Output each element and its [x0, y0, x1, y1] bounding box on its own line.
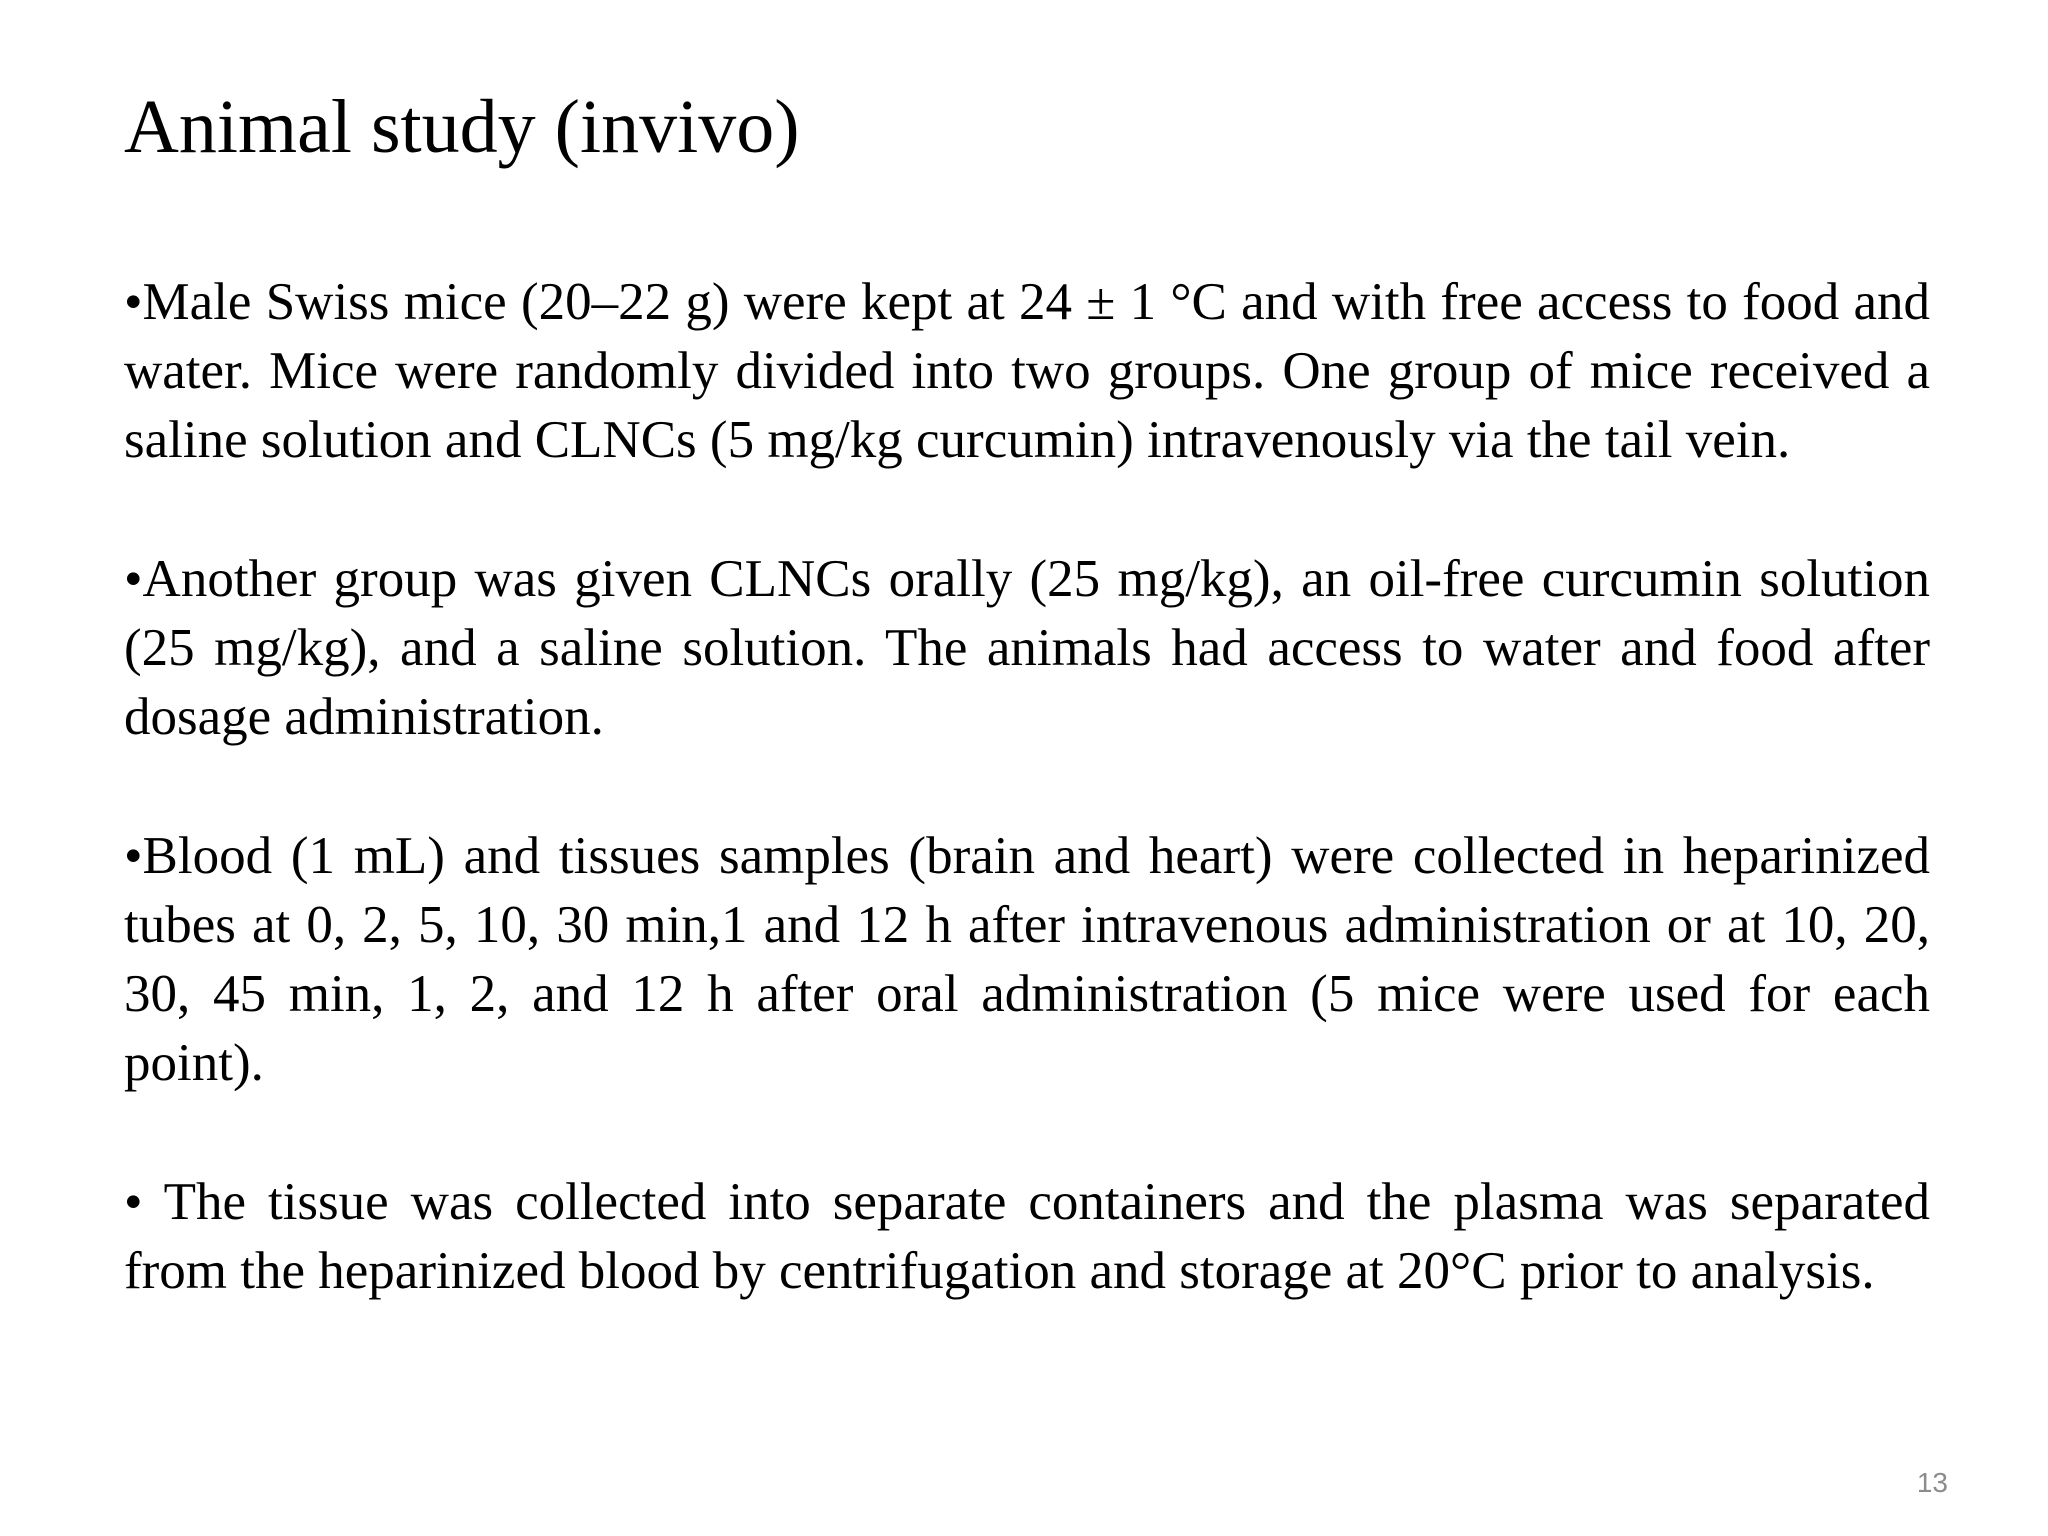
- slide-body: [124, 268, 1930, 1306]
- bullet-paragraph-1: •Male Swiss mice (20–22 g) were kept at 24 ± 1 °C and with free access to food and water. Mice were randomly divided into two groups. One group of mice received a saline solution and CLNCs (5 mg/kg curcumin) intravenously via the tail vein.: [124, 273, 1930, 469]
- slide-title: Animal study (invivo): [124, 85, 800, 169]
- bullet-paragraph-2: •Another group was given CLNCs orally (25 mg/kg), an oil-free curcumin solution (25 mg/kg), and a saline solution. The animals had access to water and food after dosage administration.: [124, 550, 1930, 746]
- bullet-paragraph-4: • The tissue was collected into separate containers and the plasma was separated from the heparinized blood by centrifugation and storage at 20°C prior to analysis.: [124, 1173, 1930, 1300]
- page-number: 13: [1916, 1467, 1948, 1498]
- bullet-paragraph-3: •Blood (1 mL) and tissues samples (brain and heart) were collected in heparinized tubes at 0, 2, 5, 10, 30 min,1 and 12 h after intravenous administration or at 10, 20, 30, 45 min, 1, 2, and 12 h after oral administration (5 mice were used for each point).: [124, 827, 1930, 1092]
